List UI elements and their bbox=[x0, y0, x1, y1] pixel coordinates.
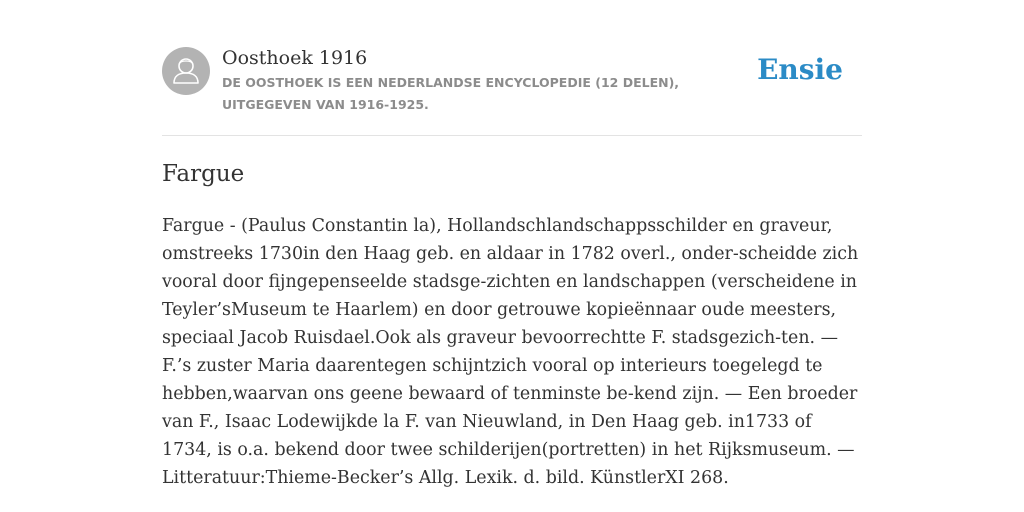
source-header bbox=[162, 46, 862, 136]
avatar bbox=[162, 47, 210, 95]
entry-title: Fargue bbox=[162, 161, 245, 187]
divider bbox=[162, 135, 862, 136]
brand-logo-link[interactable]: Ensie bbox=[757, 53, 843, 86]
source-title[interactable]: Oosthoek 1916 bbox=[222, 47, 368, 69]
entry-body: Fargue - (Paulus Constantin la), Hollandschlandschappsschilder en graveur, omstreeks 1730in den Haag geb. en aldaar in 1782 overl., onder-scheidde zich vooral door fijngepenseelde stadsge-zichten en landschappen (verscheidene in Teyler’sMuseum te Haarlem) en door getrouwe kopieënnaar oude meesters, speciaal Jacob Ruisdael.Ook als graveur bevoorrechtte F. stadsgezich-ten. — F.’s zuster Maria daarentegen schijntzich vooral op interieurs toegelegd te hebben,waarvan ons geene bewaard of tenminste be-kend zijn. — Een broeder van F., Isaac Lodewijkde la F. van Nieuwland, in Den Haag geb. in1733 of 1734, is o.a. bekend door twee schilderijen(portretten) in het Rijksmuseum. — Litteratuur:Thieme-Becker’s Allg. Lexik. d. bild. KünstlerXI 268. bbox=[162, 216, 859, 488]
user-icon bbox=[162, 47, 210, 95]
source-description: DE OOSTHOEK IS EEN NEDERLANDSE ENCYCLOPEDIE (12 DELEN), UITGEGEVEN VAN 1916-1925. bbox=[222, 75, 680, 112]
